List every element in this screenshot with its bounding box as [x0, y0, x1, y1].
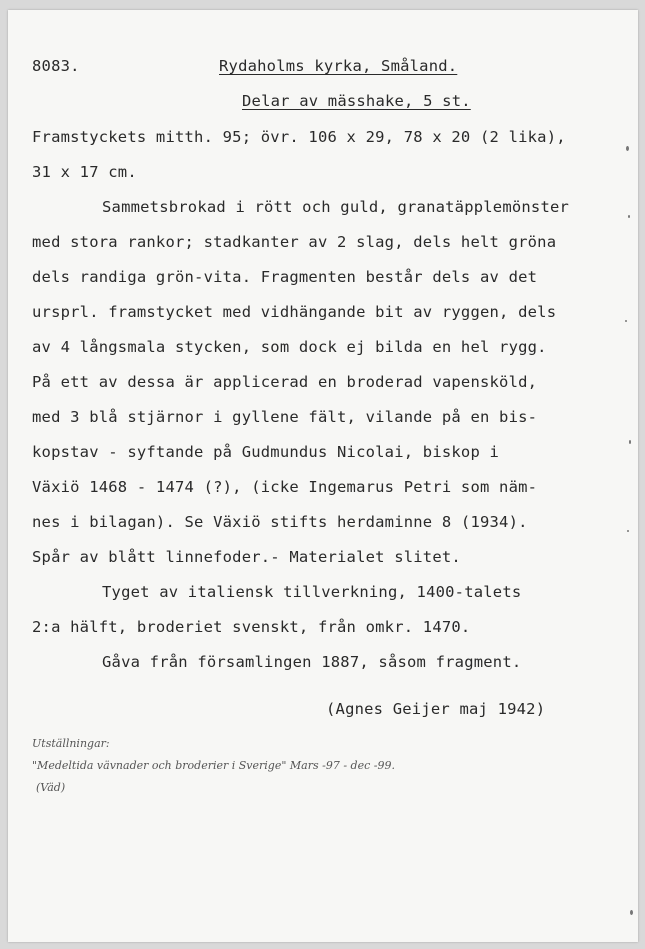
paper-speck	[625, 320, 627, 322]
handwritten-note-title: Utställningar:	[32, 737, 110, 750]
body-line: kopstav - syftande på Gudmundus Nicolai, biskop i	[32, 443, 500, 461]
body-line: av 4 långsmala stycken, som dock ej bilda en hel rygg.	[32, 338, 547, 356]
body-line: Spår av blått linnefoder.- Materialet slitet.	[32, 548, 461, 566]
body-line: Framstyckets mitth. 95; övr. 106 x 29, 78 x 20 (2 lika),	[32, 128, 566, 146]
card-subheading: Delar av mässhake, 5 st.	[242, 92, 471, 110]
card-heading: Rydaholms kyrka, Småland.	[219, 57, 458, 75]
body-line: med stora rankor; stadkanter av 2 slag, dels helt gröna	[32, 233, 557, 251]
paper-speck	[628, 215, 630, 218]
body-line: Gåva från församlingen 1887, såsom fragment.	[102, 653, 522, 671]
paper-speck	[626, 146, 629, 151]
paper-speck	[629, 440, 631, 444]
body-line: Växiö 1468 - 1474 (?), (icke Ingemarus Petri som näm-	[32, 478, 538, 496]
handwritten-note-line: "Medeltida vävnader och broderier i Sverige" Mars -97 - dec -99.	[32, 759, 395, 772]
body-line: ursprl. framstycket med vidhängande bit av ryggen, dels	[32, 303, 557, 321]
body-line: 31 x 17 cm.	[32, 163, 137, 181]
paper-speck	[627, 530, 629, 532]
paper-speck	[630, 910, 633, 915]
body-line: Sammetsbrokad i rött och guld, granatäpplemönster	[102, 198, 570, 216]
body-line: med 3 blå stjärnor i gyllene fält, vilande på en bis-	[32, 408, 538, 426]
card-number: 8083.	[32, 57, 80, 75]
catalog-card	[8, 10, 638, 942]
body-line: På ett av dessa är applicerad en broderad vapensköld,	[32, 373, 538, 391]
body-line: Tyget av italiensk tillverkning, 1400-talets	[102, 583, 522, 601]
signature: (Agnes Geijer maj 1942)	[326, 700, 546, 718]
body-line: dels randiga grön-vita. Fragmenten består dels av det	[32, 268, 538, 286]
body-line: nes i bilagan). Se Växiö stifts herdaminne 8 (1934).	[32, 513, 528, 531]
body-line: 2:a hälft, broderiet svenskt, från omkr. 1470.	[32, 618, 471, 636]
handwritten-note-line: (Väd)	[36, 781, 66, 794]
